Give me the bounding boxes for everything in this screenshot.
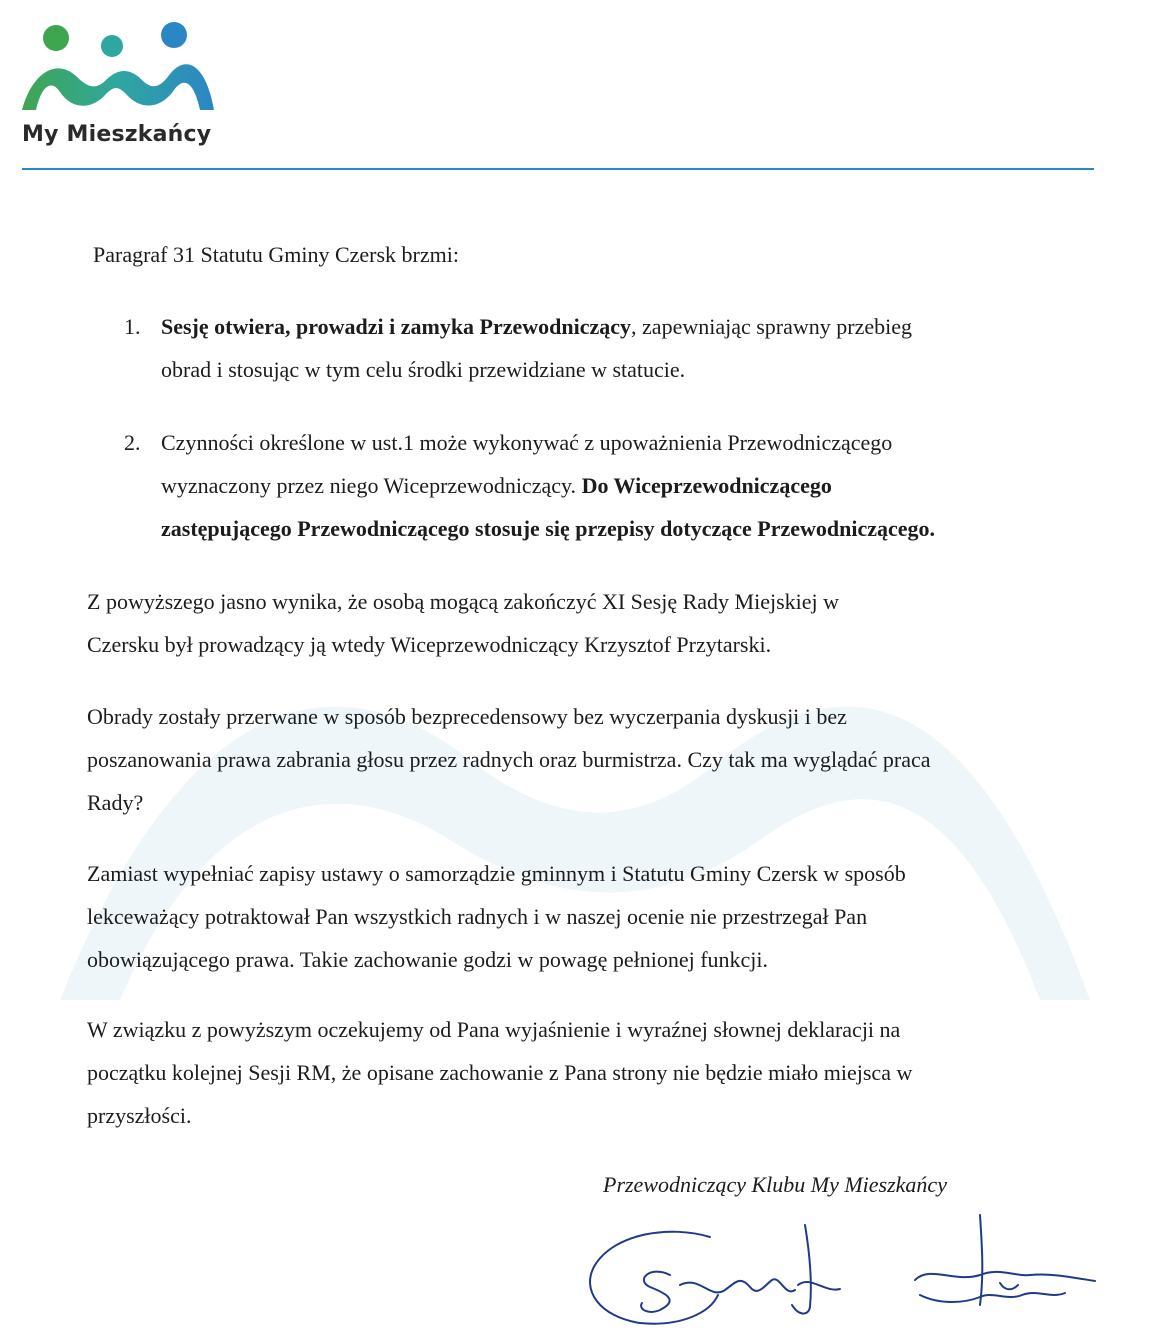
- paragraph-line: W związku z powyższym oczekujemy od Pana wyjaśnienie i wyraźnej słownej deklaracji na: [87, 1017, 901, 1042]
- paragraph: [87, 695, 931, 824]
- signature-label: Przewodniczący Klubu My Mieszkańcy: [603, 1172, 947, 1197]
- list-item: [124, 305, 1084, 391]
- paragraph-line: lekceważący potraktował Pan wszystkich radnych i w naszej ocenie nie przestrzegał Pan: [87, 904, 868, 929]
- logo-text: My Mieszkańcy: [22, 122, 212, 147]
- paragraph-line: obowiązującego prawa. Takie zachowanie godzi w powagę pełnionej funkcji.: [87, 947, 769, 972]
- list-item-line: [161, 464, 935, 507]
- text-span: wyznaczony przez niego Wiceprzewodniczący.: [161, 473, 577, 498]
- list-item-line: obrad i stosując w tym celu środki przewidziane w statucie.: [161, 357, 686, 382]
- list-item-line: [161, 305, 912, 348]
- my-mieszkancy-logo: [18, 18, 218, 158]
- paragraph-line: Rady?: [87, 790, 144, 815]
- paragraph-line: Zamiast wypełniać zapisy ustawy o samorządzie gminnym i Statutu Gminy Czersk w sposób: [87, 861, 906, 886]
- logo-wave: [22, 64, 214, 110]
- list-item-line: zastępującego Przewodniczącego stosuje się przepisy dotyczące Przewodniczącego.: [161, 516, 936, 541]
- list-item-text: [161, 421, 935, 550]
- handwritten-signature: [560, 1205, 1120, 1335]
- paragraph-line: początku kolejnej Sesji RM, że opisane zachowanie z Pana strony nie będzie miało miejsca w: [87, 1060, 913, 1085]
- bold-phrase: Do Wiceprzewodniczącego: [576, 473, 832, 498]
- paragraph-line: Czersku był prowadzący ją wtedy Wiceprzewodniczący Krzysztof Przytarski.: [87, 632, 772, 657]
- list-item-line: Czynności określone w ust.1 może wykonywać z upoważnienia Przewodniczącego: [161, 430, 893, 455]
- list-number: 1.: [124, 314, 141, 339]
- bold-phrase: Sesję otwiera, prowadzi i zamyka Przewodniczący: [161, 314, 632, 339]
- header-divider: [22, 168, 1094, 170]
- paragraph: [87, 1008, 912, 1137]
- paragraph-line: Z powyższego jasno wynika, że osobą mogącą zakończyć XI Sesję Rady Miejskiej w: [87, 589, 840, 614]
- paragraph-line: Obrady zostały przerwane w sposób bezprecedensowy bez wyczerpania dyskusji i bez: [87, 704, 847, 729]
- logo-dot-middle: [101, 35, 123, 57]
- intro-line: Paragraf 31 Statutu Gminy Czersk brzmi:: [93, 242, 459, 267]
- logo-mark: [18, 18, 218, 128]
- list-number: 2.: [124, 430, 141, 455]
- list-item: [124, 421, 1084, 550]
- paragraph: [87, 580, 839, 666]
- statute-list: [124, 305, 1084, 580]
- logo-dot-right: [161, 22, 187, 48]
- list-item-text: [161, 305, 912, 391]
- logo-dot-left: [43, 25, 69, 51]
- paragraph-line: przyszłości.: [87, 1103, 192, 1128]
- paragraph: [87, 852, 906, 981]
- paragraph-line: poszanowania prawa zabrania głosu przez radnych oraz burmistrza. Czy tak ma wyglądać praca: [87, 747, 931, 772]
- text-span: , zapewniając sprawny przebieg: [631, 314, 913, 339]
